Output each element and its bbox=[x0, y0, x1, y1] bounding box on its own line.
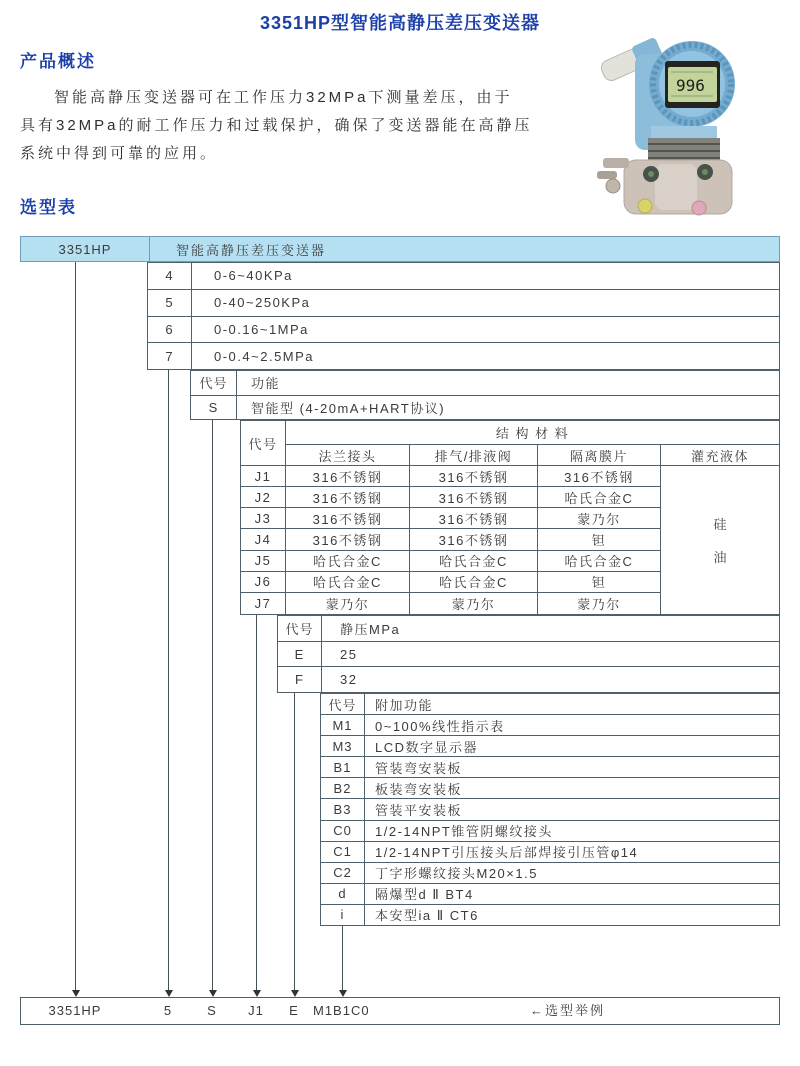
function-value: 智能型 (4-20mA+HART协议) bbox=[251, 400, 446, 416]
additional-row bbox=[321, 715, 779, 736]
additional-value: 1/2-14NPT锥管阴螺纹接头 bbox=[375, 824, 553, 840]
diaphragm-material: 哈氏合金C bbox=[538, 487, 661, 507]
diaphragm-material: 钽 bbox=[538, 572, 661, 592]
tree-line-pressure bbox=[294, 693, 295, 990]
pressure-code: E bbox=[278, 642, 322, 667]
diaphragm-material: 316不锈钢 bbox=[538, 466, 661, 486]
fill-liquid-cell bbox=[661, 466, 779, 614]
flange-material: 316不锈钢 bbox=[286, 466, 410, 486]
additional-row bbox=[321, 757, 779, 778]
pressure-value: 32 bbox=[340, 672, 358, 688]
additional-code: d bbox=[321, 884, 365, 904]
flange-material: 316不锈钢 bbox=[286, 508, 410, 528]
code-header: 代号 bbox=[278, 616, 322, 641]
range-code: 4 bbox=[148, 263, 192, 289]
material-row bbox=[241, 487, 661, 508]
tree-line-model bbox=[75, 262, 76, 990]
section-heading-overview: 产品概述 bbox=[20, 52, 96, 71]
overview-line: 具有32MPa的耐工作压力和过载保护，确保了变送器能在高静压 bbox=[20, 117, 533, 134]
page-title: 3351HP型智能高静压差压变送器 bbox=[259, 13, 541, 33]
function-row bbox=[191, 396, 779, 420]
additional-row bbox=[321, 842, 779, 863]
model-row bbox=[20, 236, 780, 262]
additional-header: 附加功能 bbox=[375, 697, 434, 713]
code-header: 代号 bbox=[191, 371, 237, 395]
additional-row bbox=[321, 884, 779, 905]
valve-material: 哈氏合金C bbox=[410, 551, 538, 571]
range-row bbox=[148, 343, 779, 369]
material-row bbox=[241, 551, 661, 572]
example-additional: M1B1C0 bbox=[313, 1003, 370, 1018]
static-pressure-row bbox=[278, 642, 779, 668]
material-code: J6 bbox=[241, 572, 286, 592]
column-header-diaphragm: 隔离膜片 bbox=[538, 445, 661, 466]
function-code: S bbox=[191, 396, 237, 420]
example-model: 3351HP bbox=[48, 1003, 102, 1018]
diaphragm-material: 钽 bbox=[538, 529, 661, 549]
example-pressure: E bbox=[289, 1003, 299, 1018]
code-header: 代号 bbox=[241, 421, 286, 466]
down-arrow-icon bbox=[209, 990, 217, 997]
example-material: J1 bbox=[248, 1003, 264, 1018]
material-row bbox=[241, 529, 661, 550]
material-row bbox=[241, 593, 661, 614]
down-arrow-icon bbox=[253, 990, 261, 997]
range-code: 5 bbox=[148, 290, 192, 316]
additional-code: C0 bbox=[321, 821, 365, 841]
additional-row bbox=[321, 736, 779, 757]
model-label: 智能高静压差压变送器 bbox=[176, 242, 327, 258]
valve-material: 316不锈钢 bbox=[410, 529, 538, 549]
additional-value: 管装弯安装板 bbox=[375, 760, 463, 776]
column-header-fill-liquid: 灌充液体 bbox=[661, 445, 779, 466]
static-pressure-header-row bbox=[278, 616, 779, 642]
overview-line: 智能高静压变送器可在工作压力32MPa下测量差压，由于 bbox=[54, 89, 513, 106]
additional-value: 1/2-14NPT引压接头后部焊接引压管φ14 bbox=[375, 845, 639, 861]
range-code: 6 bbox=[148, 317, 192, 343]
additional-row bbox=[321, 905, 779, 925]
material-code: J2 bbox=[241, 487, 286, 507]
tree-line-function bbox=[212, 420, 213, 990]
tree-line-additional bbox=[342, 926, 343, 990]
additional-row bbox=[321, 778, 779, 799]
range-value: 0-6~40KPa bbox=[214, 268, 293, 284]
material-row bbox=[241, 572, 661, 593]
overview-line: 系统中得到可靠的应用。 bbox=[20, 145, 219, 162]
code-header: 代号 bbox=[321, 694, 365, 714]
lcd-reading: 996 bbox=[676, 76, 705, 95]
diaphragm-material: 蒙乃尔 bbox=[538, 593, 661, 614]
additional-code: C2 bbox=[321, 863, 365, 883]
down-arrow-icon bbox=[72, 990, 80, 997]
range-value: 0-0.16~1MPa bbox=[214, 321, 309, 337]
valve-material: 316不锈钢 bbox=[410, 466, 538, 486]
additional-row bbox=[321, 863, 779, 884]
additional-functions-table bbox=[320, 693, 780, 926]
material-code: J3 bbox=[241, 508, 286, 528]
flange-material: 316不锈钢 bbox=[286, 487, 410, 507]
additional-value: 管装平安装板 bbox=[375, 803, 463, 819]
diaphragm-material: 蒙乃尔 bbox=[538, 508, 661, 528]
function-table bbox=[190, 370, 780, 420]
down-arrow-icon bbox=[339, 990, 347, 997]
function-header: 功能 bbox=[251, 376, 281, 392]
range-row bbox=[148, 290, 779, 317]
additional-code: C1 bbox=[321, 842, 365, 862]
additional-value: LCD数字显示器 bbox=[375, 739, 479, 755]
valve-material: 316不锈钢 bbox=[410, 487, 538, 507]
example-row bbox=[20, 997, 780, 1025]
function-header-row bbox=[191, 371, 779, 396]
additional-value: 本安型ia Ⅱ CT6 bbox=[375, 908, 479, 924]
range-value: 0-0.4~2.5MPa bbox=[214, 348, 315, 364]
example-range: 5 bbox=[163, 1003, 173, 1018]
static-pressure-table bbox=[277, 615, 780, 693]
down-arrow-icon bbox=[165, 990, 173, 997]
valve-material: 蒙乃尔 bbox=[410, 593, 538, 614]
column-header-flange: 法兰接头 bbox=[286, 445, 410, 466]
materials-title: 结 构 材 料 bbox=[286, 421, 779, 445]
additional-code: M3 bbox=[321, 736, 365, 756]
range-row bbox=[148, 317, 779, 344]
model-code: 3351HP bbox=[21, 237, 150, 261]
material-code: J5 bbox=[241, 551, 286, 571]
flange-material: 蒙乃尔 bbox=[286, 593, 410, 614]
fill-liquid-char: 硅 bbox=[713, 517, 727, 532]
static-pressure-header: 静压MPa bbox=[340, 621, 401, 637]
material-code: J7 bbox=[241, 593, 286, 614]
range-row bbox=[148, 263, 779, 290]
material-row bbox=[241, 508, 661, 529]
example-function: S bbox=[207, 1003, 217, 1018]
range-value: 0-40~250KPa bbox=[214, 295, 311, 311]
column-header-valve: 排气/排液阀 bbox=[410, 445, 538, 466]
example-note: ←选型举例 bbox=[530, 1003, 606, 1018]
fill-liquid-char: 油 bbox=[713, 550, 727, 565]
valve-material: 316不锈钢 bbox=[410, 508, 538, 528]
additional-row bbox=[321, 821, 779, 842]
pressure-code: F bbox=[278, 667, 322, 692]
additional-code: B3 bbox=[321, 799, 365, 819]
tree-line-material bbox=[256, 615, 257, 990]
additional-code: B2 bbox=[321, 778, 365, 798]
section-heading-selection: 选型表 bbox=[20, 198, 77, 217]
additional-value: 隔爆型d Ⅱ BT4 bbox=[375, 887, 474, 903]
material-code: J4 bbox=[241, 529, 286, 549]
flange-material: 哈氏合金C bbox=[286, 551, 410, 571]
additional-value: 0~100%线性指示表 bbox=[375, 718, 505, 734]
additional-code: B1 bbox=[321, 757, 365, 777]
additional-code: i bbox=[321, 905, 365, 925]
material-code: J1 bbox=[241, 466, 286, 486]
materials-table bbox=[240, 420, 780, 615]
pressure-value: 25 bbox=[340, 646, 358, 662]
additional-code: M1 bbox=[321, 715, 365, 735]
additional-value: 板装弯安装板 bbox=[375, 781, 463, 797]
flange-material: 哈氏合金C bbox=[286, 572, 410, 592]
materials-rows bbox=[241, 466, 661, 614]
diaphragm-material: 哈氏合金C bbox=[538, 551, 661, 571]
additional-header-row bbox=[321, 694, 779, 715]
flange-material: 316不锈钢 bbox=[286, 529, 410, 549]
additional-value: 丁字形螺纹接头M20×1.5 bbox=[375, 866, 538, 882]
valve-material: 哈氏合金C bbox=[410, 572, 538, 592]
additional-row bbox=[321, 799, 779, 820]
material-row bbox=[241, 466, 661, 487]
down-arrow-icon bbox=[291, 990, 299, 997]
product-photo bbox=[593, 30, 747, 222]
static-pressure-row bbox=[278, 667, 779, 692]
range-code: 7 bbox=[148, 343, 192, 369]
tree-line-range bbox=[168, 370, 169, 990]
range-table bbox=[147, 262, 780, 370]
